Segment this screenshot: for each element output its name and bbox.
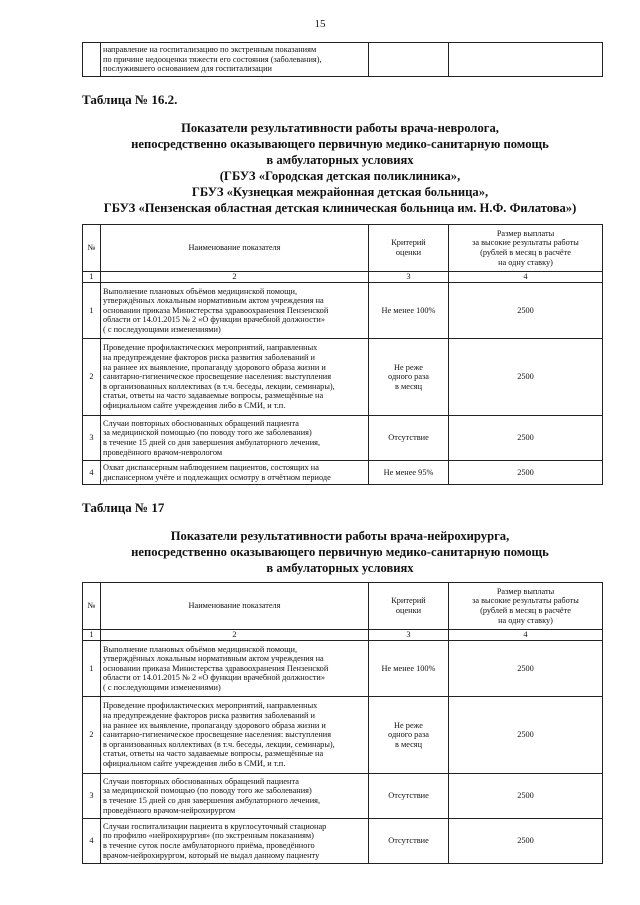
row-criterion: Не менее 100% bbox=[369, 641, 449, 697]
row-num: 2 bbox=[83, 339, 101, 416]
row-criterion: Отсутствие bbox=[369, 416, 449, 461]
header-num: № bbox=[83, 583, 101, 630]
page-number: 15 bbox=[314, 18, 326, 30]
col-number: 2 bbox=[101, 630, 369, 641]
row-name: Случаи госпитализации пациента в круглосуточный стационар по профилю «нейрохирургия» (по экстренным показаниям) в течение суток после амбулаторного приёма, проведённого врачом-нейрохирургом, который не выдал данному пациенту bbox=[101, 819, 369, 864]
col-number: 1 bbox=[83, 630, 101, 641]
header-payment: Размер выплаты за высокие результаты работы (рублей в месяц в расчёте на одну ставку) bbox=[449, 225, 603, 272]
row-payment: 2500 bbox=[449, 819, 603, 864]
table-header-row bbox=[83, 583, 603, 630]
header-num: № bbox=[83, 225, 101, 272]
header-criterion: Критерий оценки bbox=[369, 583, 449, 630]
column-numbers-row bbox=[83, 272, 603, 283]
row-criterion: Отсутствие bbox=[369, 819, 449, 864]
heading-line: ГБУЗ «Кузнецкая межрайонная детская больница», bbox=[191, 185, 489, 199]
table-row bbox=[83, 819, 603, 864]
heading-line: (ГБУЗ «Городская детская поликлиника», bbox=[219, 169, 461, 183]
row-criterion: Не менее 100% bbox=[369, 283, 449, 339]
table-title: Таблица № 16.2. bbox=[82, 92, 178, 107]
row-num: 1 bbox=[83, 283, 101, 339]
heading-line: в амбулаторных условиях bbox=[266, 561, 414, 575]
header-criterion: Критерий оценки bbox=[369, 225, 449, 272]
row-criterion: Не реже одного раза в месяц bbox=[369, 697, 449, 774]
col-number: 3 bbox=[369, 630, 449, 641]
col-number: 3 bbox=[369, 272, 449, 283]
row-criterion: Не реже одного раза в месяц bbox=[369, 339, 449, 416]
table-cell bbox=[369, 43, 449, 77]
heading-line: непосредственно оказывающего первичную медико-санитарную помощь bbox=[131, 545, 549, 559]
table-row bbox=[83, 461, 603, 485]
row-name: Выполнение плановых объёмов медицинской помощи, утверждённых локальным нормативным актом учреждения на основании приказа Министерства здравоохранения Пензенской области от 14.01.2015 № 2 «О функции врачебной должности» ( с последующими изменениями) bbox=[101, 283, 369, 339]
table-row bbox=[83, 416, 603, 461]
row-name: Выполнение плановых объёмов медицинской помощи, утверждённых локальным нормативным актом учреждения на основании приказа Министерства здравоохранения Пензенской области от 14.01.2015 № 2 «О функции врачебной должности» ( с последующими изменениями) bbox=[101, 641, 369, 697]
row-name: Проведение профилактических мероприятий, направленных на предупреждение факторов риска развития заболеваний и на раннее их выявление, пропаганду здорового образа жизни и санитарно-гигиеническое просвещение населения: выступления в организованных коллективах (в т.ч. беседы, лекции, семинары), статьи, ответы на часто задаваемые вопросы, размещённые на официальном сайте учреждения либо в СМИ, и т.п. bbox=[101, 697, 369, 774]
table-header-row bbox=[83, 225, 603, 272]
table-title: Таблица № 17 bbox=[82, 500, 165, 515]
table-heading bbox=[60, 528, 620, 576]
heading-line: в амбулаторных условиях bbox=[266, 153, 414, 167]
row-payment: 2500 bbox=[449, 416, 603, 461]
col-number: 4 bbox=[449, 630, 603, 641]
table-cell-name: направление на госпитализацию по экстренным показаниям по причине недооценки тяжести его состояния (заболевания), послужившего основанием для госпитализации bbox=[101, 43, 369, 77]
row-name: Охват диспансерным наблюдением пациентов, состоящих на диспансерном учёте и подлежащих осмотру в отчётном периоде bbox=[101, 461, 369, 485]
indicators-table bbox=[82, 224, 603, 485]
header-name: Наименование показателя bbox=[101, 583, 369, 630]
row-num: 4 bbox=[83, 819, 101, 864]
row-num: 3 bbox=[83, 416, 101, 461]
row-payment: 2500 bbox=[449, 641, 603, 697]
heading-line: ГБУЗ «Пензенская областная детская клиническая больница им. Н.Ф. Филатова») bbox=[103, 201, 577, 215]
table-row bbox=[83, 641, 603, 697]
table-cell bbox=[449, 43, 603, 77]
table-row bbox=[83, 339, 603, 416]
indicators-table bbox=[82, 582, 603, 864]
row-payment: 2500 bbox=[449, 339, 603, 416]
table-row bbox=[83, 283, 603, 339]
row-num: 1 bbox=[83, 641, 101, 697]
row-criterion: Отсутствие bbox=[369, 774, 449, 819]
col-number: 1 bbox=[83, 272, 101, 283]
row-name: Случаи повторных обоснованных обращений пациента за медицинской помощью (по поводу того же заболевания) в течение 15 дней со дня завершения амбулаторного лечения, проведённого врачом-неврологом bbox=[101, 416, 369, 461]
table-row bbox=[83, 43, 603, 77]
header-name: Наименование показателя bbox=[101, 225, 369, 272]
heading-line: Показатели результативности работы врача-невролога, bbox=[181, 121, 499, 135]
table-row bbox=[83, 774, 603, 819]
column-numbers-row bbox=[83, 630, 603, 641]
row-payment: 2500 bbox=[449, 774, 603, 819]
heading-line: непосредственно оказывающего первичную медико-санитарную помощь bbox=[131, 137, 549, 151]
continuation-table bbox=[82, 42, 603, 77]
table-cell bbox=[83, 43, 101, 77]
row-payment: 2500 bbox=[449, 697, 603, 774]
heading-line: Показатели результативности работы врача-нейрохирурга, bbox=[170, 529, 510, 543]
table-heading bbox=[60, 120, 620, 216]
row-payment: 2500 bbox=[449, 461, 603, 485]
row-num: 2 bbox=[83, 697, 101, 774]
header-payment: Размер выплаты за высокие результаты работы (рублей в месяц в расчёте на одну ставку) bbox=[449, 583, 603, 630]
row-criterion: Не менее 95% bbox=[369, 461, 449, 485]
row-name: Проведение профилактических мероприятий, направленных на предупреждение факторов риска развития заболеваний и на раннее их выявление, пропаганду здорового образа жизни и санитарно-гигиеническое просвещение населения: выступления в организованных коллективах (в т.ч. беседы, лекции, семинары), статьи, ответы на часто задаваемые вопросы, размещённые на официальном сайте учреждения либо в СМИ, и т.п. bbox=[101, 339, 369, 416]
row-payment: 2500 bbox=[449, 283, 603, 339]
row-num: 3 bbox=[83, 774, 101, 819]
row-name: Случаи повторных обоснованных обращений пациента за медицинской помощью (по поводу того же заболевания) в течение 15 дней со дня завершения амбулаторного лечения, проведённого врачом-нейрохирургом bbox=[101, 774, 369, 819]
table-row bbox=[83, 697, 603, 774]
col-number: 2 bbox=[101, 272, 369, 283]
row-num: 4 bbox=[83, 461, 101, 485]
col-number: 4 bbox=[449, 272, 603, 283]
